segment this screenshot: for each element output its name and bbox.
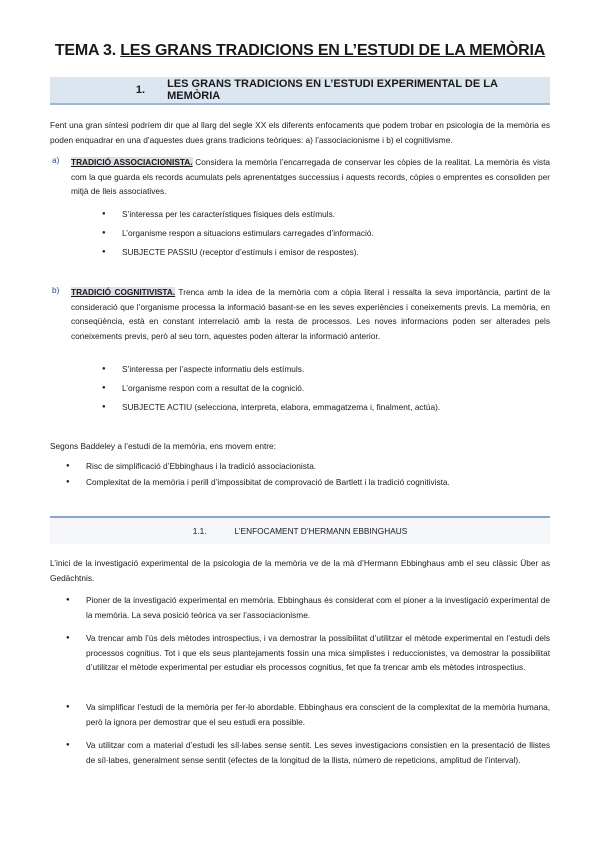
baddeley-bullets xyxy=(86,458,550,490)
section-1-title: LES GRANS TRADICIONS EN L’ESTUDI EXPERIMENTAL DE LA MEMÒRIA xyxy=(167,78,498,102)
tradition-a-paragraph xyxy=(71,155,550,199)
list-item: ● L’organisme respon com a resultat de la cognició. xyxy=(122,379,550,398)
title-main: LES GRANS TRADICIONS EN L’ESTUDI DE LA MEMÒRIA xyxy=(120,42,546,59)
page-title xyxy=(0,42,600,60)
list-item: ● SUBJECTE PASSIU (receptor d’estímuls i emisor de respostes). xyxy=(122,243,550,262)
ebbinghaus-bullet-4 xyxy=(86,738,550,767)
tradition-a-label: a) xyxy=(52,155,60,165)
tradition-b-heading: TRADICIÓ COGNITIVISTA. xyxy=(71,287,176,297)
intro-paragraph: Fent una gran síntesi podríem dir que al llarg del segle XX els diferents enfocaments que podem trobar en psicologia de la memòria es poden enquadrar en una d’aquestes dues grans tradicions teòriques: a) l’associacionisme i b) el cognitivisme. xyxy=(50,120,550,145)
ebbinghaus-bullet-3 xyxy=(86,700,550,729)
list-item: ● SUBJECTE ACTIU (selecciona, interpreta, elabora, emmagatzema i, finalment, actúa). xyxy=(122,398,550,417)
list-item: ● S’interessa per les característiques físiques dels estímuls. xyxy=(122,205,550,224)
list-item: ● Va simplificar l’estudi de la memòria per fer-lo abordable. Ebbinghaus era conscient de la complexitat de la memòria humana, però la ignora per demostrar que el seu estudi era possible. xyxy=(86,700,550,729)
list-item: ● Risc de simplificació d’Ebbinghaus i la tradició associacionista. xyxy=(86,458,550,474)
tradition-b-paragraph xyxy=(71,285,550,343)
list-item: ● Complexitat de la memòria i perill d’impossibitat de comprovació de Bartlett i la tradició cognitivista. xyxy=(86,474,550,490)
section-1-1-heading xyxy=(50,516,550,544)
title-prefix: TEMA 3. xyxy=(54,42,116,59)
ebbinghaus-bullet-2 xyxy=(86,631,550,675)
tradition-a-heading: TRADICIÓ ASSOCIACIONISTA. xyxy=(71,157,193,167)
section-1-1-number: 1.1. xyxy=(192,526,207,536)
tradition-b-bullets xyxy=(122,360,550,417)
section-1-heading xyxy=(50,77,550,105)
tradition-a-text: Considera la memòria l’encarregada de conservar les còpies de la realitat. La memòria és vista com la que guarda els records acumulats pels aprenentatges successius i aquests records, còpies o emprentes es consoliden per mitjà de lleis associatives. xyxy=(71,157,550,196)
tradition-a-bullets xyxy=(122,205,550,262)
section-1-1-title: L’ENFOCAMENT D’HERMANN EBBINGHAUS xyxy=(234,526,408,536)
list-item: ● L’organisme respon a situacions estimulars carregades d’informació. xyxy=(122,224,550,243)
baddeley-intro: Segons Baddeley a l’estudi de la memòria, ens movem entre: xyxy=(50,441,276,451)
list-item: ● Pioner de la investigació experimental en memòria. Ebbinghaus és considerat com el pioner a la investigació experimental de la memòria. La seva posició teòrica va ser l’associacionisme. xyxy=(86,593,550,622)
list-item: ● Va utilitzar com a material d’estudi les síl·labes sense sentit. Les seves investigacions consistien en la presentació de llistes de síl·labes, generalment sense sentit (efectes de la longitud de la llista, número de repeticions, amplitud de l’interval). xyxy=(86,738,550,767)
ebbinghaus-bullet-1 xyxy=(86,593,550,622)
tradition-b-label: b) xyxy=(52,285,60,295)
list-item: ● S’interessa per l’aspecte informatiu dels estímuls. xyxy=(122,360,550,379)
section-1-number: 1. xyxy=(135,84,146,96)
list-item: ● Va trencar amb l’ús dels mètodes introspectius, i va demostrar la possibilitat d’utilitzar el mètode experimental en l’estudi dels processos cognitius. Tot i que els seus plantejaments fossin una mica simplistes i reduccionistes, va demostrar la possibilitat d’utilitzar el mètode experimental per estudiar els processos cognitius, fet que fa trencar amb els mètodes introspectius. xyxy=(86,631,550,675)
tradition-b-text: Trenca amb la idea de la memòria com a còpia literal i ressalta la seva importància, partint de la consideració que l’organisme processa la informació basant-se en les seves experiències i coneixements previs. La memòria, en conseqüència, està en constant interrelació amb la resta de processos. Les noves informacions poden ser alterades pels coneixements previs, però al seu torn, aquestes poden alterar la informació anterior. xyxy=(71,287,550,341)
ebbinghaus-intro: L’inici de la investigació experimental de la psicologia de la memòria ve de la mà d’Hermann Ebbinghaus amb el seu clàssic Über as Gedächtnis. xyxy=(50,558,550,583)
